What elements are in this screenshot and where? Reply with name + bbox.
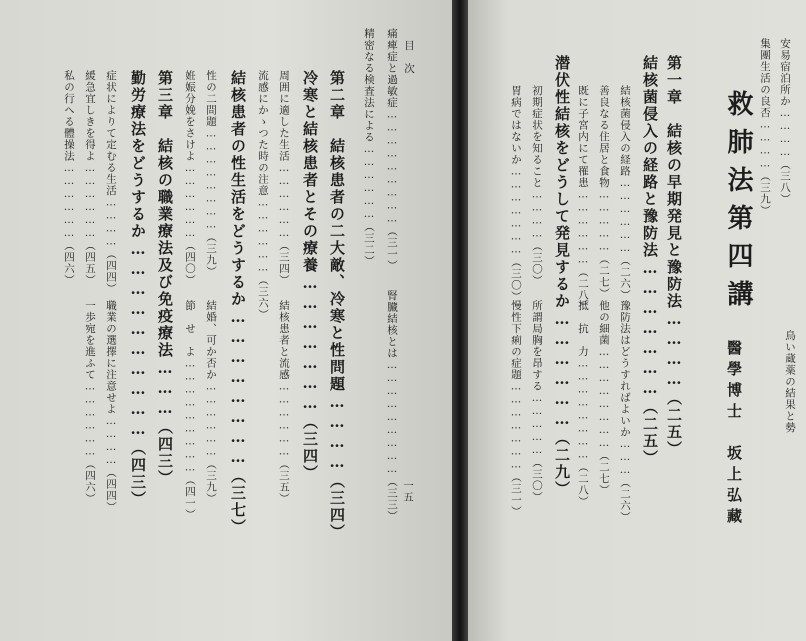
book-gutter — [452, 0, 468, 641]
chapter-1-subsection: 結核菌侵入の経路と豫防法…………………（二五） — [641, 55, 659, 467]
main-title: 救肺法第四講 — [723, 90, 753, 318]
toc-header: 目 次 — [403, 40, 415, 75]
author: 醫學博士 坂上弘藏 — [725, 340, 743, 529]
chapter-3-subsection: 勤労療法をどうするか…………………………（四三） — [129, 70, 147, 508]
toc-entry: 胃病ではないか…………………（三〇） — [510, 85, 522, 303]
toc-entry: 私の行へる體操法………………（四六） — [63, 70, 75, 286]
toc-entry: 集團生活の良否…………（三九） — [759, 38, 771, 217]
toc-entry: 所謂局胸を昂する……………（三〇） — [531, 300, 543, 503]
toc-entry: 精密なる検査法による………………（三二） — [363, 28, 375, 267]
toc-entry: 緩急宜しきを得よ………………（四五） — [84, 70, 96, 286]
toc-entry: 痛痺症と過敏症………………………（三一） — [386, 28, 398, 272]
chapter-2-title: 第二章 結核患者の二大敵、冷寒と性問題…………（三四） — [328, 70, 346, 541]
toc-entry: 腎臓結核とは………………………（三三） — [386, 290, 398, 522]
toc-entry: 鳥い蔵薬の結果と勢 — [784, 330, 796, 434]
toc-entry: 豫防法はどうすればよいか………（二六） — [619, 300, 631, 523]
toc-entry: 流感にかゝつた時の注意………………（三六） — [257, 70, 269, 321]
chapter-3-title: 第三章 結核の職業療法及び免疫療法………（四三） — [156, 70, 174, 487]
toc-entry: 節 せ よ………………………（四一） — [184, 300, 196, 521]
right-page — [468, 0, 806, 641]
toc-entry: 一歩宛を進ふて………………（四六） — [84, 300, 96, 505]
toc-entry: 善良なる住居と食物……………（二七） — [598, 85, 610, 300]
toc-entry: 姙娠分娩をさけよ………………（四〇） — [184, 70, 196, 286]
toc-entry: 安易宿泊所か…………（三八） — [779, 38, 791, 205]
toc-entry: 他の細菌……………………（二七） — [598, 300, 610, 496]
toc-entry: 周囲に適した生活………………（三四） — [278, 70, 290, 286]
toc-entry: 結婚、可か否か………………（三九） — [205, 300, 217, 505]
toc-entry: 抵 抗 力……………………（二八） — [577, 300, 589, 508]
toc-entry: 症状によりて定むる生活…………（四四） — [105, 70, 117, 295]
toc-entry: 既に子宮内にて罹患………………（二八） — [577, 85, 589, 313]
section-latent-tb: 潜伏性結核をどうして発見するか………………（二九） — [553, 55, 571, 498]
chapter-2-subsection: 冷寒と結核患者とその療養…………………（三四） — [301, 70, 319, 482]
toc-entry: 初期症状を知ること…………（三〇） — [531, 85, 543, 287]
toc-entry: 結核菌侵入の経路………………（二六） — [619, 85, 631, 301]
chapter-1-title: 第一章 結核の早期発見と豫防法…………（二五） — [665, 55, 683, 458]
page-number: 一五 — [402, 480, 414, 503]
toc-entry: 慢性下痢の症題…………………（三一） — [510, 300, 522, 518]
toc-entry: 性の二問題……………………（三九） — [205, 70, 217, 278]
toc-entry: 結核患者と流感………………（三五） — [278, 300, 290, 505]
toc-entry: 職業の選擇に注意せよ…………（四四） — [105, 300, 117, 513]
section-sex-life: 結核患者の性生活をどうするか……………………（三七） — [229, 70, 247, 536]
